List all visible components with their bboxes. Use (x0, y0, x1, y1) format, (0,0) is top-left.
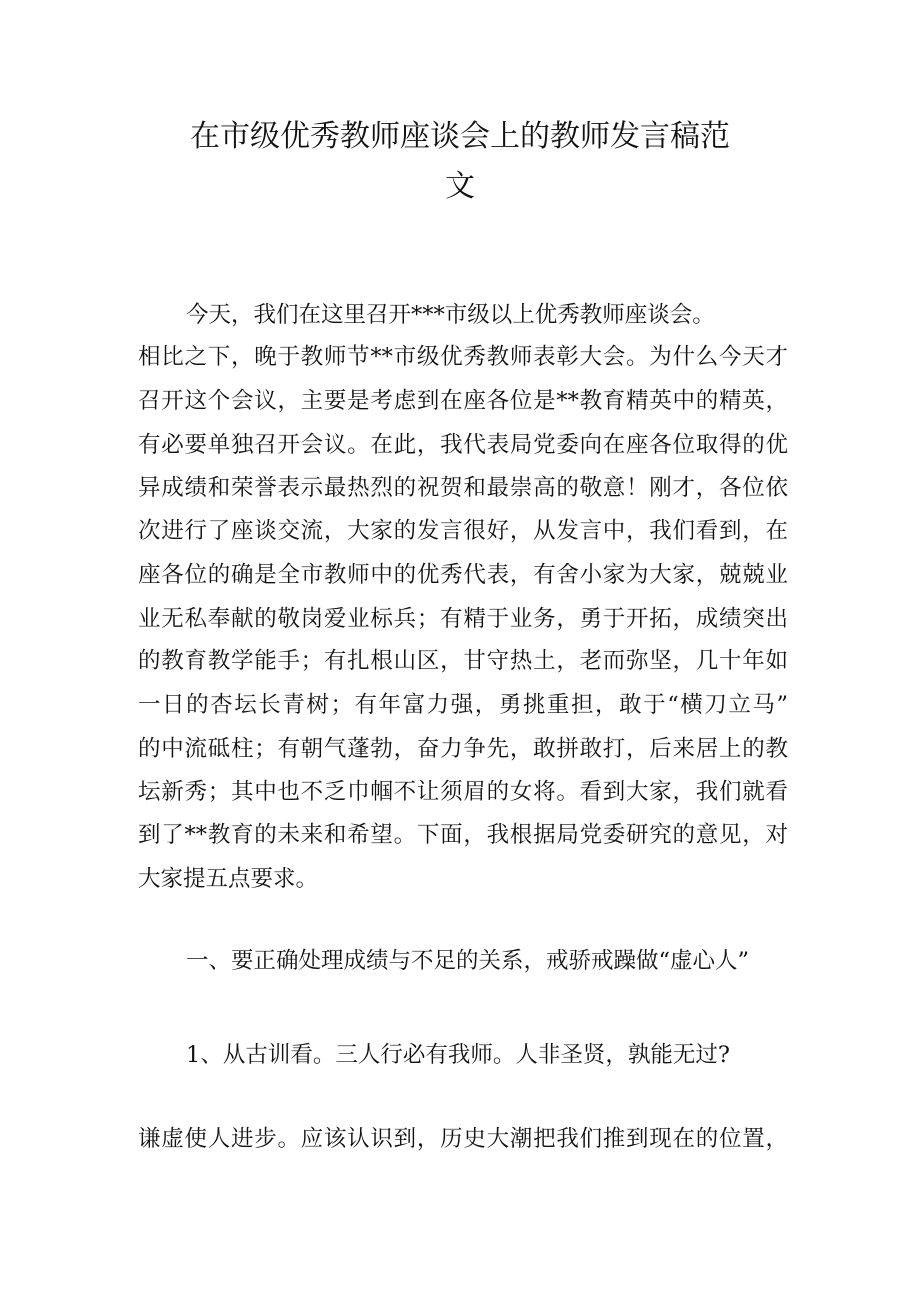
paragraph-line: 召开这个会议，主要是考虑到在座各位是**教育精英中的精英， (138, 388, 788, 414)
paragraph-line: 次进行了座谈交流，大家的发言很好，从发言中，我们看到，在 (138, 518, 788, 544)
paragraph-line: 谦虚使人进步。应该认识到，历史大潮把我们推到现在的位置， (138, 1126, 788, 1152)
paragraph-line: 大家提五点要求。 (138, 866, 319, 892)
section-heading: 一、要正确处理成绩与不足的关系，戒骄戒躁做“虚心人” (186, 948, 750, 974)
paragraph-line: 一日的杏坛长青树；有年富力强，勇挑重担，敢于“横刀立马” (138, 692, 788, 718)
paragraph-line: 业无私奉献的敬岗爱业标兵；有精于业务，勇于开拓，成绩突出 (138, 606, 788, 632)
paragraph-line: 到了**教育的未来和希望。下面，我根据局党委研究的意见，对 (138, 822, 788, 848)
paragraph-line: 的中流砥柱；有朝气蓬勃，奋力争先，敢拼敢打，后来居上的教 (138, 736, 788, 762)
paragraph-line: 有必要单独召开会议。在此，我代表局党委向在座各位取得的优 (138, 432, 788, 458)
paragraph-line: 异成绩和荣誉表示最热烈的祝贺和最崇高的敬意！刚才，各位依 (138, 475, 788, 501)
paragraph-line: 的教育教学能手；有扎根山区，甘守热土，老而弥坚，几十年如 (138, 648, 788, 674)
subsection-heading: 1、从古训看。三人行必有我师。人非圣贤，孰能无过? (186, 1042, 730, 1068)
paragraph-line: 坛新秀；其中也不乏巾帼不让须眉的女将。看到大家，我们就看 (138, 779, 788, 805)
document-title-line-2: 文 (445, 169, 475, 204)
document-title-line-1: 在市级优秀教师座谈会上的教师发言稿范 (190, 119, 730, 154)
paragraph-line: 座各位的确是全市教师中的优秀代表，有舍小家为大家，兢兢业 (138, 562, 788, 588)
intro-line: 今天，我们在这里召开***市级以上优秀教师座谈会。 (186, 302, 715, 328)
paragraph-line: 相比之下，晚于教师节**市级优秀教师表彰大会。为什么今天才 (138, 344, 788, 370)
